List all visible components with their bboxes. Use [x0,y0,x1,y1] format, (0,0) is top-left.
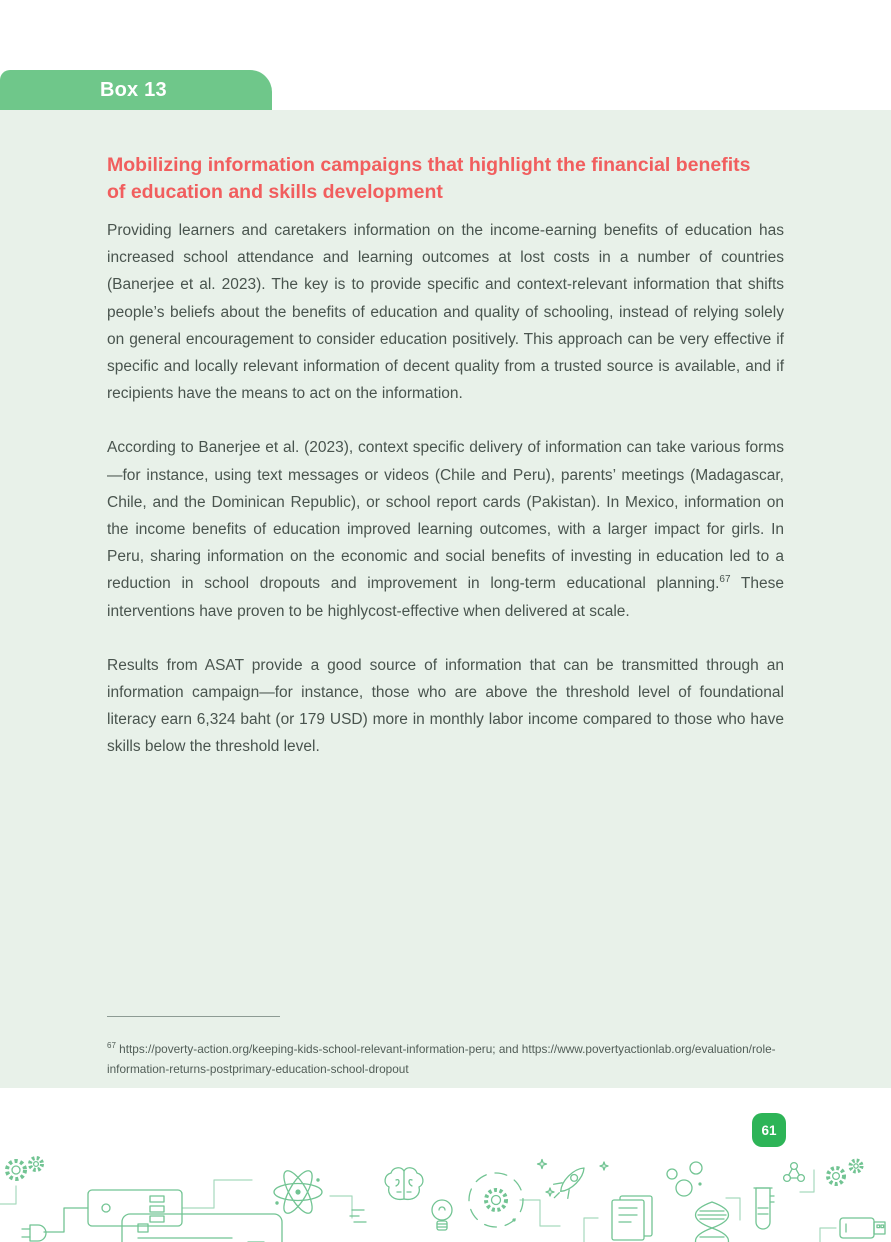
paragraph-1: Providing learners and caretakers information on the income-earning benefits of education has increased school attendance and learning outcomes at lost costs in a number of countries (Banerjee et al. 2023). The key is to provide specific and context-relevant information that shifts people’s beliefs about the benefits of education and quality of schooling, instead of relying solely on general encouragement to consider education positively. This approach can be very effective if specific and locally relevant information of decent quality from a trusted source is available, and if recipients have the means to act on the information. [107,222,784,403]
circuit-line [0,1186,16,1204]
chip-icon [44,1190,182,1232]
dna-icon [696,1202,729,1242]
paragraph-3: Results from ASAT provide a good source of information that can be transmitted through an information campaign—for instance, those who are above the threshold level of foundational literacy earn 6,324 baht (or 179 USD) more in monthly labor income compared to those who have skills below the threshold level. [107,656,784,756]
footnote-reference: 67 [719,574,731,586]
circuit-line [820,1228,836,1242]
science-line-art [0,1156,891,1242]
footer-decoration [0,1156,891,1242]
circuit-line [584,1218,598,1242]
box-title: Mobilizing information campaigns that highlight the financial benefits of education and skills development [107,154,751,204]
circuit-line [182,1180,252,1208]
box-tab [0,70,272,110]
circuit-line [520,1200,560,1226]
usb-icon [840,1218,885,1238]
document-icon [612,1196,652,1240]
star-icon [538,1160,609,1197]
footnote-text: https://poverty-action.org/keeping-kids-school-relevant-information-peru; and https://www.povertyactionlab.org/evaluation/role-information-returns-postprimary-education-school-dropout [107,1041,776,1076]
molecule-icon [784,1163,805,1182]
box-tab-label: Box 13 [100,79,167,101]
laptop-icon [122,1214,282,1242]
rocket-icon [547,1161,591,1205]
paragraph-2-text-continued: These interventions have proven to be highlycost-effective when delivered at scale. [107,575,785,620]
plug-icon [22,1225,46,1241]
gear-icon [7,1158,42,1179]
atom-icon [274,1167,322,1217]
brain-icon [385,1168,423,1200]
bubbles-icon [667,1162,702,1196]
page-number: 61 [761,1122,777,1138]
radar-gear-icon [469,1173,523,1227]
footnote-divider [107,1016,280,1017]
body-copy [107,217,784,788]
test-tube-icon [754,1188,774,1229]
circuit-line [330,1196,352,1218]
page-number-badge [752,1113,786,1147]
paragraph-2-text: According to Banerjee et al. (2023), context specific delivery of information can take various forms—for instance, using text messages or videos (Chile and Peru), parents’ meetings (Madagascar, Chile, and the Dominican Republic), or school report cards (Pakistan). In Mexico, information on the income benefits of education improved learning outcomes, with a larger impact for girls. In Peru, sharing information on the economic and social benefits of investing in education led to a reduction in school dropouts and improvement in long-term educational planning. [107,439,784,593]
footnote-marker: 67 [107,1041,116,1050]
paragraph-2 [107,434,784,624]
gear-icon [828,1161,862,1185]
lightbulb-icon [432,1200,452,1230]
footnote [107,1036,789,1079]
